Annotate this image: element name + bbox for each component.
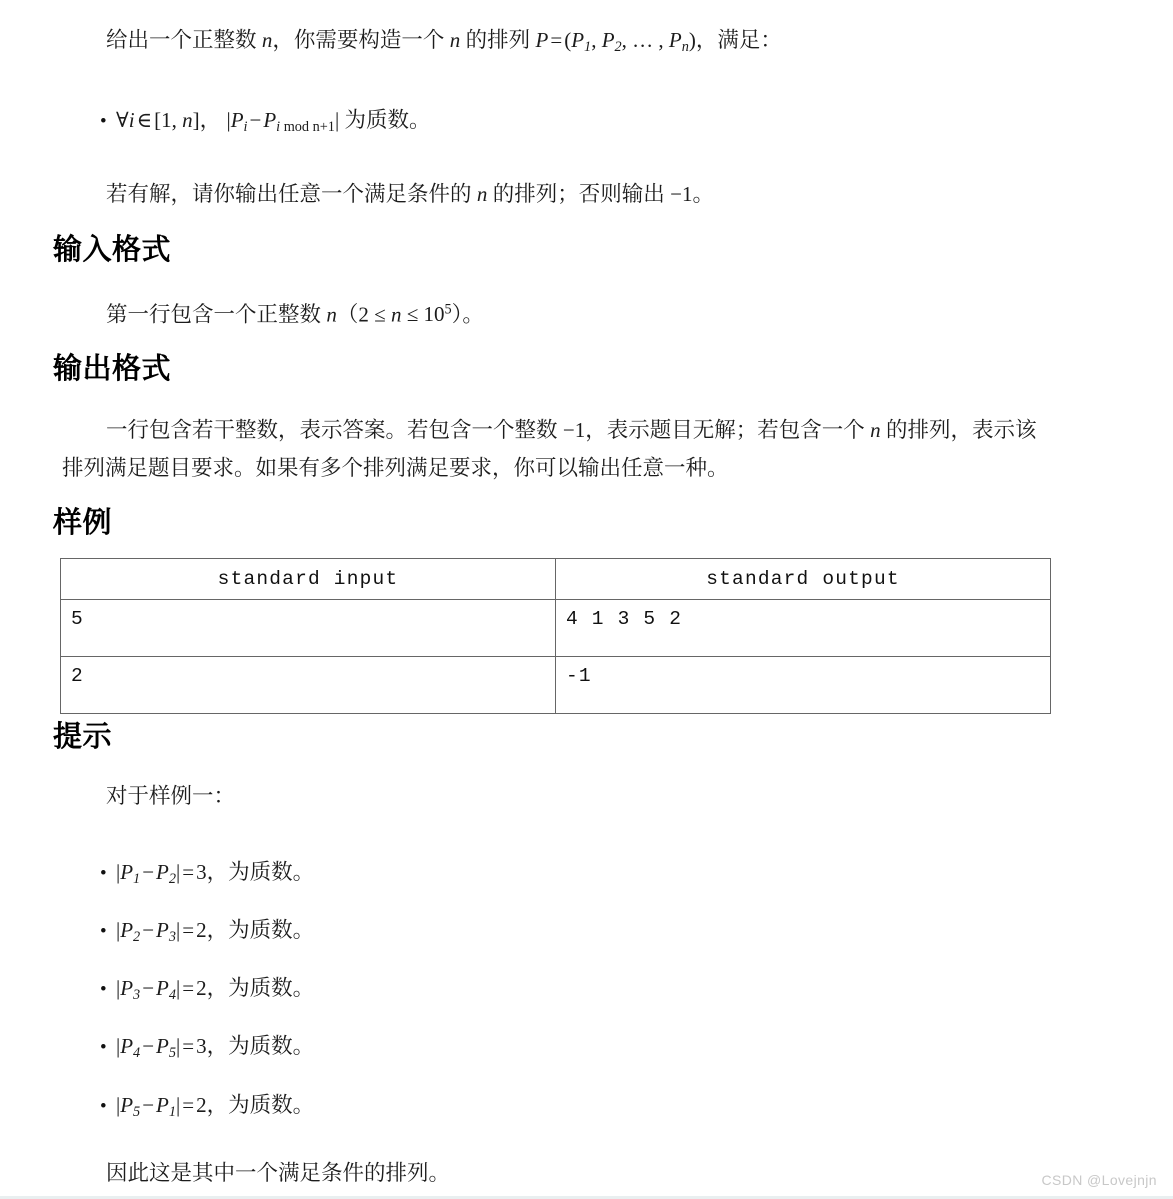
condition-bullet-text: [116, 103, 431, 136]
hint3-right-sub: 4: [168, 986, 176, 1003]
equals-operator-icon: =: [182, 976, 195, 1000]
hint3-right-term: $P_4$: [156, 976, 176, 1003]
output-format-heading: 输出格式: [53, 353, 172, 385]
hint-bullet-text-2: [116, 913, 314, 946]
sample-output-cell-1: 4 1 3 5 2: [556, 600, 1051, 657]
hint5-right-term: $P_1$: [156, 1093, 176, 1120]
output-body-part-1: 一行包含若干整数，表示答案。若包含一个整数: [106, 418, 563, 442]
hint1-value: 3: [196, 860, 207, 884]
sample-heading: 样例: [53, 507, 113, 539]
condition-comma: ，: [199, 108, 227, 132]
bullet-dot-icon: •: [100, 863, 107, 884]
output-body-part-3: 的排列，表示该: [880, 418, 1037, 442]
statement-intro-paragraph: [106, 22, 782, 65]
input-paren-open: （: [336, 302, 359, 327]
hint1-left-sub: 1: [133, 870, 141, 887]
table-row: [61, 657, 1051, 714]
formula-comma-2: , … ,: [621, 28, 669, 52]
formula-close-paren: ): [688, 28, 696, 52]
statement-closing-paragraph: [106, 176, 714, 212]
formula-open-paren: (: [564, 28, 572, 52]
abs-close-bar: |: [176, 1034, 181, 1058]
hint-bullet-item-2: [100, 913, 314, 946]
intro-n2-symbol: n: [449, 28, 461, 52]
minus-operator-icon: −: [249, 108, 262, 132]
csdn-watermark: CSDN @Lovejnjn: [1041, 1172, 1157, 1188]
formula-pn: $P_n$: [668, 28, 689, 55]
sample-table-header-row: [61, 559, 1051, 600]
closing-part-1: 若有解，请你输出任意一个满足条件的: [106, 182, 477, 206]
hint4-left-sub: 4: [133, 1044, 141, 1061]
intro-mid-text: ，你需要构造一个: [272, 28, 450, 52]
bullet-dot-icon: •: [100, 111, 107, 132]
hint3-left-term: $P_3$: [120, 976, 141, 1003]
abs-close-bar: |: [176, 1093, 181, 1117]
intro-mid2-text: 的排列: [460, 28, 536, 52]
hint-bullet-item-5: [100, 1088, 314, 1121]
input-body-text: 第一行包含一个正整数: [106, 302, 327, 327]
minus-operator-icon: −: [142, 1093, 155, 1117]
input-constraint-n: n: [390, 302, 402, 327]
equals-operator-icon: =: [182, 1034, 195, 1058]
hint3-tail: ，为质数。: [206, 976, 315, 1000]
interval-close: ]: [192, 108, 200, 132]
output-minus-one: −1: [562, 418, 586, 442]
hint5-left-term: $P_5$: [120, 1093, 141, 1120]
abs-pi: $P_i$: [230, 108, 248, 135]
closing-period: 。: [692, 182, 715, 206]
condition-tail-text: 为质数。: [339, 108, 431, 132]
hint5-right-sub: 1: [168, 1103, 176, 1120]
hint-bullet-text-1: [116, 855, 314, 888]
equals-operator-icon: =: [182, 918, 195, 942]
hint4-right-sub: 5: [168, 1044, 176, 1061]
hint4-right-term: $P_5$: [156, 1034, 176, 1061]
intro-n-symbol: n: [261, 28, 273, 52]
abs-open-bar: |: [116, 918, 121, 942]
forall-symbol-icon: ∀: [116, 108, 129, 132]
abs-close-bar: |: [176, 918, 181, 942]
formula-p2: $P_2$: [601, 28, 622, 55]
hint2-value: 2: [196, 918, 207, 942]
hint1-right-sub: 2: [168, 870, 176, 887]
equals-operator-icon: =: [182, 1093, 195, 1117]
sample-output-cell-2: -1: [556, 657, 1051, 714]
hint-lead-text: 对于样例一：: [106, 784, 236, 808]
hint-bullet-item-3: [100, 971, 314, 1004]
intro-suffix-text: ，满足：: [695, 28, 782, 52]
bullet-dot-icon: •: [100, 1037, 107, 1058]
hint4-tail: ，为质数。: [206, 1034, 315, 1058]
hint1-tail: ，为质数。: [206, 860, 315, 884]
abs-open-bar: |: [116, 860, 121, 884]
bullet-dot-icon: •: [100, 921, 107, 942]
permutation-formula: P: [535, 28, 549, 52]
hint4-left-term: $P_4$: [120, 1034, 141, 1061]
hint5-left-sub: 5: [133, 1103, 141, 1120]
input-n-symbol: n: [326, 302, 337, 327]
hint-conclusion-text: 因此这是其中一个满足条件的排列。: [106, 1161, 451, 1185]
minus-operator-icon: −: [142, 918, 155, 942]
output-format-body-line1: [106, 412, 1037, 448]
index-i-symbol: i: [128, 108, 135, 132]
abs-open-bar: |: [226, 108, 231, 132]
hint-bullet-item-4: [100, 1029, 314, 1062]
abs-open-bar: |: [116, 976, 121, 1000]
column-header-standard-input: standard input: [61, 559, 556, 600]
abs-close-bar: |: [334, 108, 340, 132]
minus-operator-icon: −: [142, 860, 155, 884]
equals-operator-icon: =: [182, 860, 195, 884]
closing-minus-one: −1: [670, 182, 693, 206]
bullet-dot-icon: •: [100, 1096, 107, 1117]
hint-bullet-text-4: [116, 1029, 314, 1062]
equals-operator-icon: =: [550, 28, 563, 52]
hint3-left-sub: 3: [133, 986, 141, 1003]
hint4-value: 3: [196, 1034, 207, 1058]
element-of-symbol-icon: ∈: [136, 108, 153, 132]
hint-bullet-item-1: [100, 855, 314, 888]
hint5-tail: ，为质数。: [206, 1093, 315, 1117]
sample-input-cell-1: 5: [61, 600, 556, 657]
hint2-tail: ，为质数。: [206, 918, 315, 942]
input-format-body: [106, 292, 484, 332]
hint-bullet-text-3: [116, 971, 314, 1004]
hint2-right-sub: 3: [168, 928, 176, 945]
column-header-standard-output: standard output: [556, 559, 1051, 600]
hint3-value: 2: [196, 976, 207, 1000]
table-row: [61, 600, 1051, 657]
sample-input-cell-2: 2: [61, 657, 556, 714]
abs-pimod: $P_i$ mod n+1: [263, 108, 335, 135]
formula-p1: $P_1$: [571, 28, 592, 55]
hint2-right-term: $P_3$: [156, 918, 176, 945]
abs-close-bar: |: [176, 860, 181, 884]
hint2-left-sub: 2: [133, 928, 141, 945]
output-n-symbol: n: [870, 418, 881, 442]
sample-table: [60, 558, 1051, 714]
bullet-dot-icon: •: [100, 979, 107, 1000]
minus-operator-icon: −: [142, 1034, 155, 1058]
output-body-part-2: ，表示题目无解；若包含一个: [585, 418, 871, 442]
hint2-left-term: $P_2$: [120, 918, 141, 945]
hint-heading: 提示: [53, 721, 113, 753]
intro-prefix-text: 给出一个正整数: [106, 28, 262, 52]
input-constraint: 2 ≤: [358, 302, 391, 327]
condition-bullet-item: [100, 103, 431, 136]
closing-n-symbol: n: [476, 182, 488, 206]
abs-close-bar: |: [176, 976, 181, 1000]
abs-open-bar: |: [116, 1034, 121, 1058]
interval-n: n: [182, 108, 193, 132]
hint-bullet-text-5: [116, 1088, 314, 1121]
input-paren-close: ）。: [451, 302, 484, 327]
interval-range: [1,: [154, 108, 183, 132]
input-constraint-upper: ≤ $10^5$: [401, 302, 452, 327]
hint1-left-term: $P_1$: [120, 860, 141, 887]
input-format-heading: 输入格式: [53, 234, 172, 266]
hint5-value: 2: [196, 1093, 207, 1117]
output-format-body-line2: 排列满足题目要求。如果有多个排列满足要求，你可以输出任意一种。: [62, 456, 729, 480]
abs-open-bar: |: [116, 1093, 121, 1117]
hint1-right-term: $P_2$: [156, 860, 176, 887]
formula-comma-1: ,: [591, 28, 602, 52]
minus-operator-icon: −: [142, 976, 155, 1000]
closing-part-2: 的排列；否则输出: [487, 182, 671, 206]
